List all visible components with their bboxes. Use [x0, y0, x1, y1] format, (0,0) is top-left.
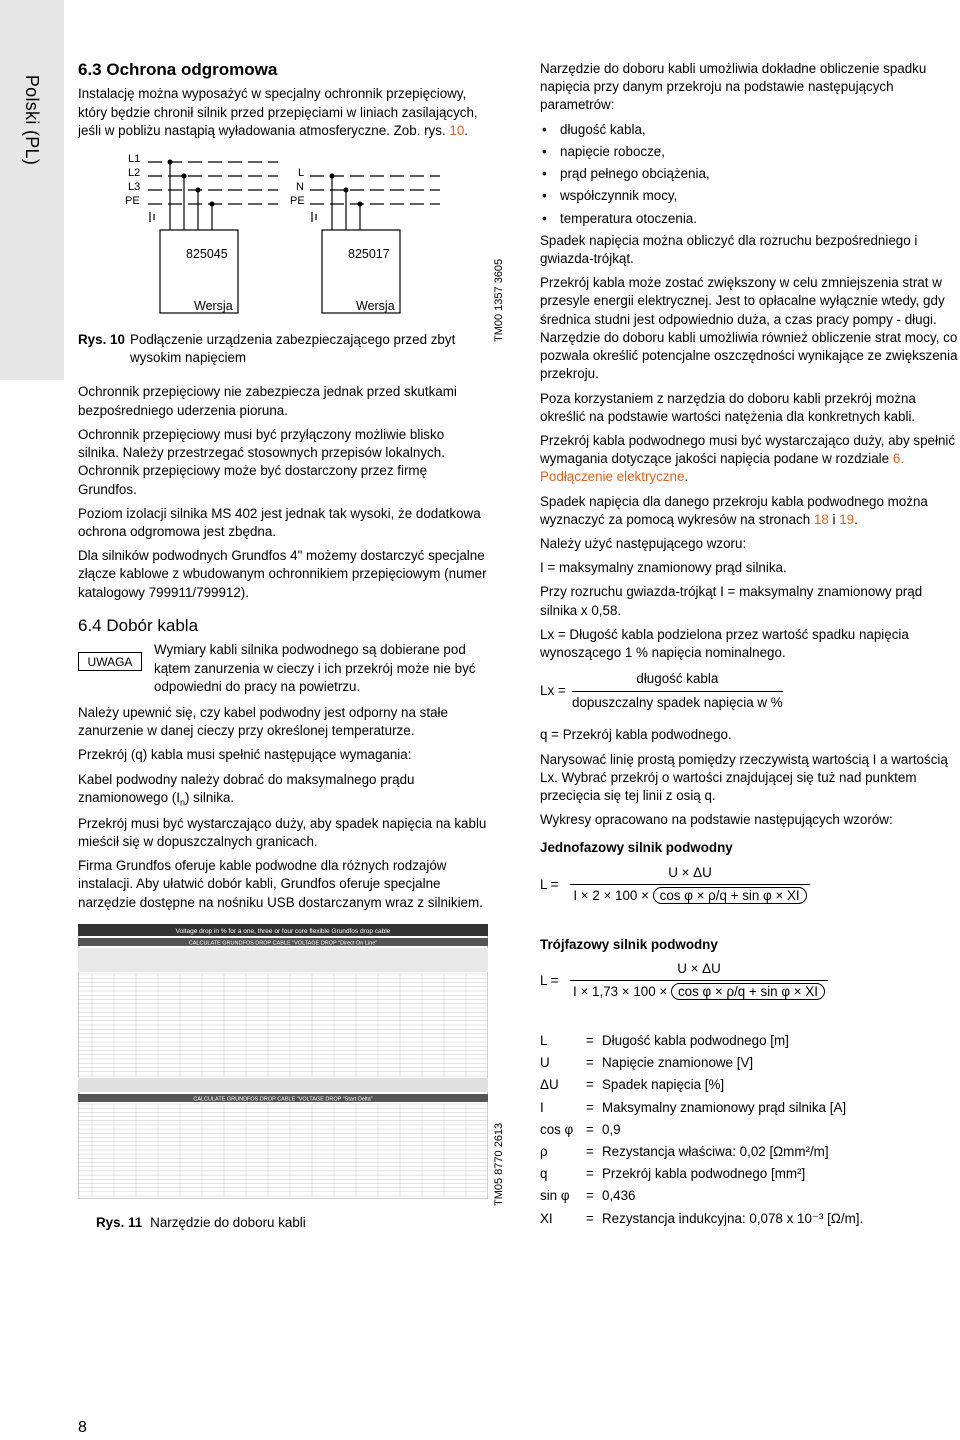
page-18-link[interactable]: 18 [813, 511, 829, 527]
right-p8: I = maksymalny znamionowy prąd silnika. [540, 560, 787, 576]
language-tab [0, 0, 64, 380]
symbol-definitions [540, 1032, 960, 1228]
definition-row: q = Przekrój kabla podwodnego [mm²] [540, 1166, 806, 1182]
right-p3: Przekrój kabla może zostać zwiększony w celu zmniejszenia strat w przesyle energii elektrycznej. Jest to opłacalne wyłącznie wtedy, gdy średnica studni jest odpowiednio duża, a czas pracy pompy - długi. Narzędzie do doboru kabli umożliwia również obliczenie strat mocy, co pozwala określić potencjalne oszczędności wynikające ze zwiększenia przekroju. [540, 275, 958, 382]
tool-title: Voltage drop in % for a one, three or four core flexible Grundfos drop cable [175, 927, 391, 935]
caution-text: Wymiary kabli silnika podwodnego są dobierane pod kątem zanurzenia w cieczy i ich przekrój może nie być odpowiedni do pracy na powietrzu. [154, 642, 476, 694]
section-6-link[interactable]: 6. Podłączenie elektryczne [540, 451, 904, 485]
label-pe1: PE [125, 195, 140, 208]
label-l1: L1 [128, 153, 141, 166]
definition-row: U = Napięcie znamionowe [V] [540, 1055, 754, 1071]
right-p12: Narysować linię prostą pomiędzy rzeczywistą wartością I a wartością Lx. Wybrać przekrój o wartości znajdującej się tuż nad punktem przecięcia się tej linii z osią q. [540, 751, 948, 803]
label-l: L [298, 167, 305, 180]
right-p5: Przekrój kabla podwodnego musi być wystarczająco duży, aby spełnić wymagania dotyczące jakości napięcia podane w rozdziale 6. Podłączenie elektryczne. [540, 432, 956, 485]
device-825017: 825017 [348, 247, 390, 262]
cable-tool-screenshot [78, 924, 488, 1199]
figure-10-label: Rys. 10 [78, 332, 125, 348]
label-n: N [296, 181, 304, 194]
figure-10-text: Podłączenie urządzenia zabezpieczającego przed zbyt wysokim napięciem [130, 332, 456, 366]
figure-10-caption [78, 331, 488, 367]
lightning-p1: Ochronnik przepięciowy nie zabezpiecza jednak przed skutkami bezpośredniego uderzenia pioruna. [78, 384, 457, 418]
lightning-p2: Ochronnik przepięciowy musi być przyłączony możliwie blisko silnika. Należy przestrzegać stosownych przepisów lokalnych. Ochronnik przepięciowy może być dostarczony przez firmę Grundfos. [78, 426, 445, 497]
definition-row: cos φ = 0,9 [540, 1121, 621, 1137]
right-p7: Należy użyć następującego wzoru: [540, 536, 747, 552]
tool-description: Narzędzie do doboru kabli umożliwia dokładne obliczenie spadku napięcia przy danym przekroju na podstawie następujących parametrów: [540, 61, 927, 113]
list-item: • długość kabla, [540, 121, 960, 139]
eq1-lhs: L = [540, 876, 559, 892]
lightning-intro: Instalację można wyposażyć w specjalny ochronnik przepięciowy, który będzie chronił silnik przed przepięciami w liniach zasilających, jeśli w pobliżu nastąpią wyładowania atmosferyczne. Zob. rys. 10. [78, 86, 478, 138]
page-number: 8 [78, 1419, 87, 1436]
eq2-numerator: U × ΔU [677, 960, 721, 976]
cable-p3: Kabel podwodny należy dobrać do maksymalnego prądu znamionowego $(I_n)$ silnika. [78, 771, 415, 808]
eq2-lhs: L = [540, 972, 559, 988]
figure-11-label: Rys. 11 [96, 1215, 143, 1230]
surge-wiring-svg [78, 150, 488, 325]
left-column [78, 60, 488, 1199]
cable-p5: Firma Grundfos oferuje kable podwodne dla różnych rodzajów instalacji. Aby ułatwić dobór kabli, Grundfos oferuje specjalne narzędzie dostępne na nośniku USB dostarczanym wraz z silnikiem. [78, 858, 483, 910]
cable-p4: Przekrój musi być wystarczająco duży, aby spadek napięcia na kablu mieścił się w dopuszczalnych granicach. [78, 815, 487, 849]
definition-row: sin φ = 0,436 [540, 1188, 636, 1204]
figure-11-text: Narzędzie do doboru kabli [150, 1215, 306, 1230]
label-pe2: PE [290, 195, 305, 208]
version-label-1: Wersja [194, 299, 233, 314]
page-19-link[interactable]: 19 [839, 511, 855, 527]
surge-protector-diagram [78, 150, 488, 325]
right-p6: Spadek napięcia dla danego przekroju kabla podwodnego można wyznaczyć za pomocą wykresów na stronach 18 i 19. [540, 493, 928, 527]
definition-row: L = Długość kabla podwodnego [m] [540, 1032, 789, 1048]
lx-numerator: długość kabla [636, 671, 719, 687]
three-phase-heading: Trójfazowy silnik podwodny [540, 936, 718, 952]
definition-row: ΔU = Spadek napięcia [%] [540, 1077, 725, 1093]
right-p9: Przy rozruchu gwiazda-trójkąt I = maksymalny znamionowy prąd silnika x 0,58. [540, 584, 923, 618]
section-title-cable: 6.4 Dobór kabla [78, 615, 199, 635]
right-p4: Poza korzystaniem z narzędzia do doboru kabli przekrój można określić na podstawie wartości natężenia dla konkretnych kabli. [540, 390, 916, 424]
definition-row: ρ = Rezystancja właściwa: 0,02 [Ωmm²/m] [540, 1143, 829, 1159]
eq2-denominator: I × 1,73 × 100 × cos φ × ρ/q + sin φ × XI [570, 981, 828, 1001]
right-p2: Spadek napięcia można obliczyć dla rozruchu bezpośredniego i gwiazda-trójkąt. [540, 232, 918, 266]
lx-lhs: Lx = [540, 683, 566, 699]
caution-note [78, 641, 488, 696]
lightning-p4: Dla silników podwodnych Grundfos 4" możemy dostarczyć specjalne złącze kablowe z wbudowanym ochronnikiem przepięciowym (numer katalogowy 799911/799912). [78, 548, 487, 600]
language-label: Polski (PL) [22, 74, 43, 166]
parameter-list [540, 121, 960, 228]
right-column [540, 60, 960, 1232]
single-phase-heading: Jednofazowy silnik podwodny [540, 840, 733, 856]
eq1-numerator: U × ΔU [668, 864, 712, 880]
figure-11-code: TM05 8770 2613 [493, 1122, 505, 1206]
list-item: • napięcie robocze, [540, 143, 960, 161]
label-l2: L2 [128, 167, 141, 180]
lx-denominator: dopuszczalny spadek napięcia w % [572, 694, 783, 710]
cable-p2: Przekrój (q) kabla musi spełnić następujące wymagania: [78, 747, 412, 763]
list-item: • temperatura otoczenia. [540, 210, 960, 228]
single-phase-formula [540, 864, 960, 922]
right-p13: Wykresy opracowano na podstawie następujących wzorów: [540, 812, 893, 828]
tool-subtitle-dol: CALCULATE GRUNDFOS DROP CABLE "VOLTAGE DROP "Direct On Line" [188, 940, 378, 947]
label-l3: L3 [128, 181, 141, 194]
figure-11-caption [96, 1214, 306, 1232]
list-item: • współczynnik mocy, [540, 187, 960, 205]
version-label-2: Wersja [356, 299, 395, 314]
list-item: • prąd pełnego obciążenia, [540, 165, 960, 183]
definition-row: XI = Rezystancja indukcyjna: 0,078 x 10⁻³ [Ω/m]. [540, 1210, 864, 1226]
tool-subtitle-sd: CALCULATE GRUNDFOS DROP CABLE "VOLTAGE DROP "Start Delta" [193, 1096, 373, 1103]
right-p10: Lx = Długość kabla podzielona przez wartość spadku napięcia wynoszącego 1 % napięcia nominalnego. [540, 626, 909, 661]
lightning-p3: Poziom izolacji silnika MS 402 jest jednak tak wysoki, że dodatkowa ochrona odgromowa jest zbędna. [78, 505, 481, 540]
cable-tool-svg [78, 924, 488, 1199]
figure-10-link[interactable]: 10 [449, 122, 465, 138]
lx-formula [540, 670, 960, 716]
caution-label: UWAGA [78, 652, 142, 671]
figure-10-code: TM00 1357 3605 [493, 258, 505, 342]
eq1-denominator: I × 2 × 100 × cos φ × ρ/q + sin φ × XI [570, 885, 810, 905]
three-phase-formula [540, 960, 960, 1018]
definition-row: I = Maksymalny znamionowy prąd silnika [A] [540, 1099, 847, 1115]
cable-p1: Należy upewnić się, czy kabel podwodny jest odporny na stałe zanurzenie w danej cieczy przy określonej temperaturze. [78, 704, 448, 739]
section-title-lightning: 6.3 Ochrona odgromowa [78, 60, 278, 79]
device-825045: 825045 [186, 247, 228, 262]
right-p11: q = Przekrój kabla podwodnego. [540, 727, 732, 743]
